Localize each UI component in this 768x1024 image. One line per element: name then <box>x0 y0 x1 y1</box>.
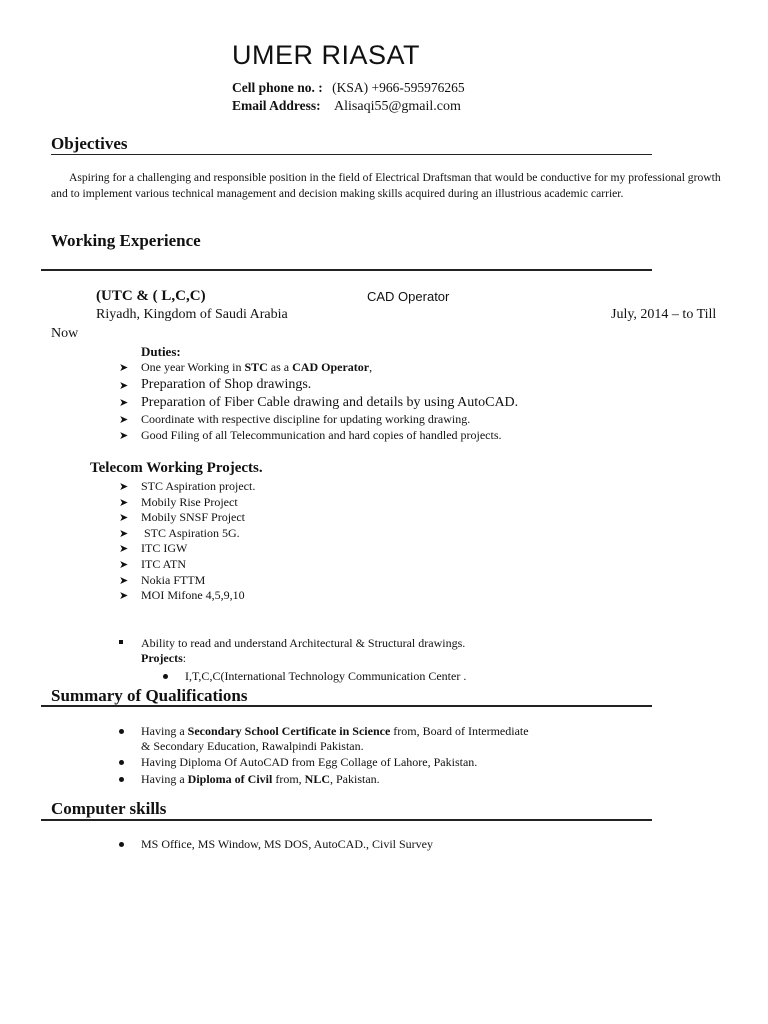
project-text: ITC ATN <box>141 556 186 571</box>
phone-label: Cell phone no. : <box>232 80 323 95</box>
duty-text: Good Filing of all Telecommunication and hard copies of handled projects. <box>141 428 502 442</box>
ability-line <box>141 636 465 651</box>
dot-bullet-icon <box>119 842 124 847</box>
qualifications-heading: Summary of Qualifications <box>51 686 248 705</box>
dot-bullet-icon <box>163 674 168 679</box>
arrow-bullet-icon: ➤ <box>119 512 129 525</box>
computer-skills-rule <box>41 819 652 821</box>
job-dates: July, 2014 – to Till <box>611 307 717 322</box>
job-dates-cont: Now <box>51 326 79 341</box>
qualification-item-cont: & Secondary Education, Rawalpindi Pakistan. <box>141 739 364 753</box>
qual-strong: NLC <box>304 772 330 786</box>
email-label: Email Address: <box>232 98 321 113</box>
duty-text: as a <box>267 360 293 374</box>
phone-line <box>232 80 465 96</box>
project-item-line <box>185 669 466 684</box>
list-item <box>119 376 518 394</box>
project-text: MOI Mifone 4,5,9,10 <box>141 588 245 603</box>
duty-text: , <box>369 360 373 374</box>
duty-strong: CAD Operator <box>292 360 370 374</box>
arrow-bullet-icon: ➤ <box>119 481 129 493</box>
ability-text: Ability to read and understand Architectural & Structural drawings. <box>141 636 466 650</box>
arrow-bullet-icon: ➤ <box>119 380 129 392</box>
list-item <box>119 394 519 411</box>
list-item <box>119 359 518 376</box>
arrow-bullet-icon: ➤ <box>119 414 129 426</box>
project-item-text: I,T,C,C(International Technology Communication Center . <box>185 669 467 683</box>
job-role: CAD Operator <box>367 289 450 304</box>
arrow-bullet-icon: ➤ <box>119 362 129 374</box>
arrow-bullet-icon: ➤ <box>119 430 129 442</box>
projects-label: Projects <box>141 651 183 665</box>
qual-text: from, <box>272 772 305 786</box>
duties-label: Duties: <box>141 344 181 359</box>
list-item <box>119 556 255 572</box>
qual-text: Having a <box>141 772 188 786</box>
qual-text: Having Diploma Of AutoCAD from Egg Collage of Lahore, Pakistan. <box>141 755 478 769</box>
square-bullet-icon <box>119 640 123 644</box>
duty-text: Preparation of Shop drawings. <box>141 377 312 392</box>
arrow-bullet-icon: ➤ <box>119 543 129 556</box>
experience-heading: Working Experience <box>51 231 201 250</box>
arrow-bullet-icon: ➤ <box>119 574 129 587</box>
list-item <box>119 572 255 588</box>
qual-strong: Secondary School Certificate in Science <box>187 724 391 738</box>
list-item <box>119 525 255 541</box>
telecom-projects-list <box>119 478 256 603</box>
dot-bullet-icon <box>119 777 124 782</box>
dot-bullet-icon <box>119 729 124 734</box>
duty-text: Coordinate with respective discipline for updating working drawing. <box>141 412 471 426</box>
experience-rule <box>41 269 652 271</box>
list-item <box>119 427 518 443</box>
computer-skill-item <box>141 837 433 852</box>
project-text: ITC IGW <box>141 541 188 556</box>
duty-text: One year Working in <box>141 360 245 374</box>
computer-skills-heading: Computer skills <box>51 799 167 818</box>
resume-name: UMER RIASAT <box>232 40 421 70</box>
email-value: Alisaqi55@gmail.com <box>334 99 461 114</box>
telecom-heading: Telecom Working Projects. <box>90 460 263 476</box>
qualifications-rule <box>41 705 652 707</box>
projects-colon: : <box>182 651 187 665</box>
list-item <box>119 509 255 525</box>
objectives-rule <box>51 154 652 155</box>
duty-text: Preparation of Fiber Cable drawing and details by using AutoCAD. <box>141 395 519 410</box>
qualification-item <box>141 724 529 739</box>
project-text: STC Aspiration project. <box>141 479 256 493</box>
phone-value: (KSA) +966-595976265 <box>332 80 465 95</box>
duty-strong: STC <box>244 360 268 374</box>
computer-skill-text: MS Office, MS Window, MS DOS, AutoCAD., Civil Survey <box>141 837 433 851</box>
arrow-bullet-icon: ➤ <box>119 590 129 603</box>
project-text: Mobily Rise Project <box>141 494 238 509</box>
project-text: Nokia FTTM <box>141 572 206 587</box>
arrow-bullet-icon: ➤ <box>119 527 129 540</box>
project-text: Mobily SNSF Project <box>141 510 246 525</box>
email-line <box>232 98 461 115</box>
duties-list <box>119 359 519 443</box>
objectives-heading: Objectives <box>51 134 128 153</box>
qual-text: from, Board of Intermediate <box>390 724 529 738</box>
qual-text: Having a <box>141 724 188 738</box>
project-text: STC Aspiration 5G. <box>141 525 240 540</box>
dot-bullet-icon <box>119 760 124 765</box>
list-item <box>119 494 255 510</box>
list-item <box>119 587 255 603</box>
list-item <box>119 540 255 556</box>
qual-strong: Diploma of Civil <box>187 772 273 786</box>
qual-text: , Pakistan. <box>330 772 380 786</box>
qualification-item <box>141 755 477 770</box>
arrow-bullet-icon: ➤ <box>119 558 129 571</box>
qualification-item <box>141 772 380 787</box>
list-item <box>119 478 256 494</box>
arrow-bullet-icon: ➤ <box>119 397 129 409</box>
company-name: (UTC & ( L,C,C) <box>96 288 206 304</box>
objectives-text: Aspiring for a challenging and responsible position in the field of Electrical Draftsman that would be conductive for my professional growth and to implement various technical management and decision making skills acquired during an illustrious academic carrier. <box>51 171 721 200</box>
list-item <box>119 411 518 427</box>
arrow-bullet-icon: ➤ <box>119 496 129 509</box>
projects-line <box>141 651 186 666</box>
job-location: Riyadh, Kingdom of Saudi Arabia <box>96 307 288 322</box>
